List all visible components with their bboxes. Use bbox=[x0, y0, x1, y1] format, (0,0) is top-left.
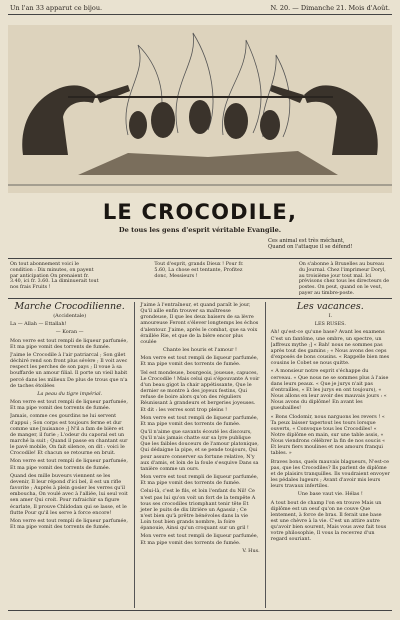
article-paragraph: Mon verre est tout rempli de liqueur parfumée, Et ma pipe vomit des torrents de fumée. bbox=[10, 399, 128, 412]
article-paragraph: Mon verre est tout rempli de liqueur parfumée, Et ma pipe vomit des torrents de fumée. bbox=[140, 414, 259, 427]
article-heading: Marche Crocodilienne. bbox=[14, 302, 125, 312]
subscription-rule-top bbox=[8, 258, 392, 259]
epigraph-line: Ces animal est très méchant, bbox=[268, 238, 345, 244]
article-paragraph: « A monsieur notre esprit s'échappe du cerveau. « Que nous ne se sommes plus à l'aise dans leurs peaux. « Que je jurys n'ait pas d'entrailles, « Et les jurys en ont toujours), « Nous allons en leur avoir des mauvais jours : « Nous avons du diplôme! En avant les gueubailles! bbox=[270, 368, 389, 412]
newspaper-subtitle: De tous les gens d'esprit véritable Evangile. bbox=[118, 226, 282, 234]
issue-number-date: N. 20. — Dimanche 21. Mois d'Août. bbox=[270, 4, 390, 12]
article-paragraph: — Koran — bbox=[55, 329, 84, 336]
article-paragraph: J'aime le Crocodile à l'air patriarcal ; Son gilet déchiré rend son front plus sévère ; Il voit avec respect les perches de son pays ; Il voue à sa bouffarde un amour filial. Il porte un vieil habit percé dans les milieux De plus de trous que n'a de taches étoilées bbox=[10, 351, 128, 389]
header-strip bbox=[10, 4, 390, 12]
article-paragraph: Mon verre est tout rempli de liqueur parfumée, Et ma pipe vomit des torrents de fumée. bbox=[140, 533, 259, 546]
header-rule bbox=[8, 14, 392, 15]
article-paragraph: Qu'il n'aime que savants écouté les discours, Qu'il n'ais jamais chatte sur sa lyre publique Que les faibles douceurs de l'amour platonique, Qui dédaigne la pipe, et se pende toujours, Qui pour assure conserver sa fortune relative, N'y aux d'amis, et loin de la foule s'esquive Dans sa tanière comme un ours. bbox=[140, 428, 259, 472]
article-paragraph: A tout bout de champ l'on en trouve Mais un diplôme est un oeuf qu'on ne couve Que lentement, à force de bras. Il ferait une base est une chèvre à la vie. C'est un attire autre qu'avoir bien sourent, Mais vous avez fait tous votre philosophie, Il vous la recevrez d'un regard souriant. bbox=[270, 499, 387, 543]
article-paragraph: La peau du tigre impérial. bbox=[37, 390, 103, 397]
column-left bbox=[10, 302, 129, 608]
article-paragraph: Celui-là, c'est le fils, et loin l'enfant du Nil! Ce n'est pas lui qu'on voit un fort de la tempête A tous ses crocodiles triomphant tenir tête Et jeter le puits de dix litrière un Agassiz ; Ce n'est bien qu'à prêtre bénévoles dans la vie Loin tout bien grands nombre, la foire épanouie, Ainsi qu'un croquant sur un gril ! bbox=[140, 488, 256, 532]
article-paragraph: Mon verre est tout rempli de liqueur parfumée, Et ma pipe vomit des torrents de fumée. bbox=[10, 458, 128, 471]
subscription-block: On s'abonne à Bruxelles au bureau du Journal. Chez l'imprimeur Doryl, au troisième jour tout mal. Ici prévisons chez tous les directeurs de postes. On peut, quand on le veut, payer au timbre-poste. bbox=[298, 262, 390, 296]
article-paragraph: LES RUSES. bbox=[314, 321, 346, 328]
edition-note: Un l'an 33 apparut ce bijou. bbox=[10, 4, 103, 12]
article-paragraph: Mon verre est tout rempli de liqueur parfumée, Et ma pipe vomit des torrents de fumée. bbox=[140, 474, 259, 487]
footer-rule bbox=[8, 610, 392, 611]
article-paragraph: (Accidentale) bbox=[53, 313, 87, 320]
article-paragraph: Une base vaut vie. Hélas ! bbox=[297, 491, 363, 498]
newspaper-title: LE CROCODILE, bbox=[102, 200, 298, 224]
epigraph-line: Quand on l'attaque il se défend! bbox=[268, 244, 353, 251]
article-paragraph: Mon verre est tout rempli de liqueur parfumée, Et ma pipe vomit des torrents de fumée. bbox=[10, 517, 128, 530]
article-paragraph: Mon verre est tout rempli de liqueur parfumée, Et ma pipe vomit des torrents de fumée. bbox=[10, 337, 128, 350]
article-paragraph: J'aime à l'entraîneur, et quand paraît le jour, Qu'il aille enfin trouver sa maîtresse grondeuse, Il que les deux baisers de sa lèvre amoureuse Feront s'élever longtemps les échos d'alentour. J'aime, après le combat, que sa voix éraillée Rie, et que de la bière encor plus coulée bbox=[140, 302, 259, 345]
article-paragraph: I. bbox=[328, 313, 333, 320]
article-heading: Les vacances. bbox=[296, 302, 364, 312]
subscription-rule-bottom bbox=[8, 298, 392, 299]
column-middle bbox=[134, 302, 259, 608]
article-paragraph: La — Allah — Ettallah! bbox=[10, 321, 67, 328]
article-paragraph: Tel est mondeuse, bourgeois, joueuse, capuces, Le Crocodile ! Mais celui qui s'épouvante A voir d'un beau gigot la chair appétissante, Que le dernier se montre à des joyeux festins, Qui refuse de boire alors qu'on des réguliers Réunissant à grandeurs et bergeries joyeuses. Et dit : les verres sont trop pleins ! bbox=[140, 369, 260, 413]
subscription-block: Tout d'esprit, grands Dieux ! Pour fr. 5.60, La chose est tentante, Profitez donc, Messieurs ! bbox=[154, 262, 244, 279]
crocodiles-illustration bbox=[8, 25, 392, 193]
subscription-terms bbox=[10, 262, 390, 297]
column-right bbox=[265, 302, 390, 608]
article-paragraph: Jamais, comme ces gourdins ne lui servent d'appui ; Son corps est toujours ferme et dur comme une [nuisance ;] N'il a fam de bière et de manger, il furie ; L'odeur du caporal est un marché la suit ; Quand il passe en chantant sur le pavé mobile, On fait silence, on dit : voici le Crocodile! Et chacun se retourne en bruit. bbox=[10, 413, 128, 457]
article-paragraph: Quand des mille buveurs viennent se les devenir, Il leur répond d'ici bel, il est un rifle favorite ; Auprès à plein gosier les verres qu'il emboucha, On voulé avec à l'alliée, lui seul voit sen amer Qui croit. Pour rafraichir sa figure écarlate, Il prouve Chlidodan qui se lasse, et le flutte Pour qu'il les serve à force encore! bbox=[10, 472, 128, 516]
article-paragraph: « Bons Clodomir, nous narguons les revers ! « Ta peux laisser tapertout les tours lorsque ouverts, « Convoque tous les Crocodiles! « Notre diplôme en main, sur une table assis, « Nous viendrons célébrer la fin de nos soucis « Et leurs fiers moulines et nos amours franqui tables. » bbox=[270, 413, 386, 457]
article-paragraph: Chante les houris et l'amour ! bbox=[163, 347, 237, 354]
epigraph bbox=[268, 238, 352, 251]
article-paragraph: Braves bons, quels mauvais blagueurs, N'est-ce pas, que les Crocodiles? Ils parlent de diplôme et de plaisirs tranquilles. Ils voudraient envoyer les pédales lugeurs ; Avant d'avoir mis leurs leurs travaux infertiles. bbox=[270, 458, 390, 490]
subscription-block: On tout abonnement voici le condition : Dix minutes, on payent par anticipation On prenaient fr. 3.40, ici fr. 3.60. La diminuerait tout nos frais Fruits ! bbox=[10, 262, 99, 291]
article-columns bbox=[10, 302, 390, 608]
article-paragraph: V. Hus. bbox=[242, 547, 260, 554]
article-paragraph: Mon verre est tout rempli de liqueur parfumée, Et ma pipe vomit des torrents de fumée. bbox=[140, 355, 259, 368]
article-paragraph: Ah! qu'est-ce qu'une base? Avant les examens C'est un fantôme, une ombre, un spectre, un [affreux mythe ;] « Bah! nous ne sommes pas après tout des gamins ; « Nous avons des ceps d'exposés de bons cousins. « Rappelle bien mes cousins le Cobet se nous quitte. bbox=[270, 329, 390, 367]
